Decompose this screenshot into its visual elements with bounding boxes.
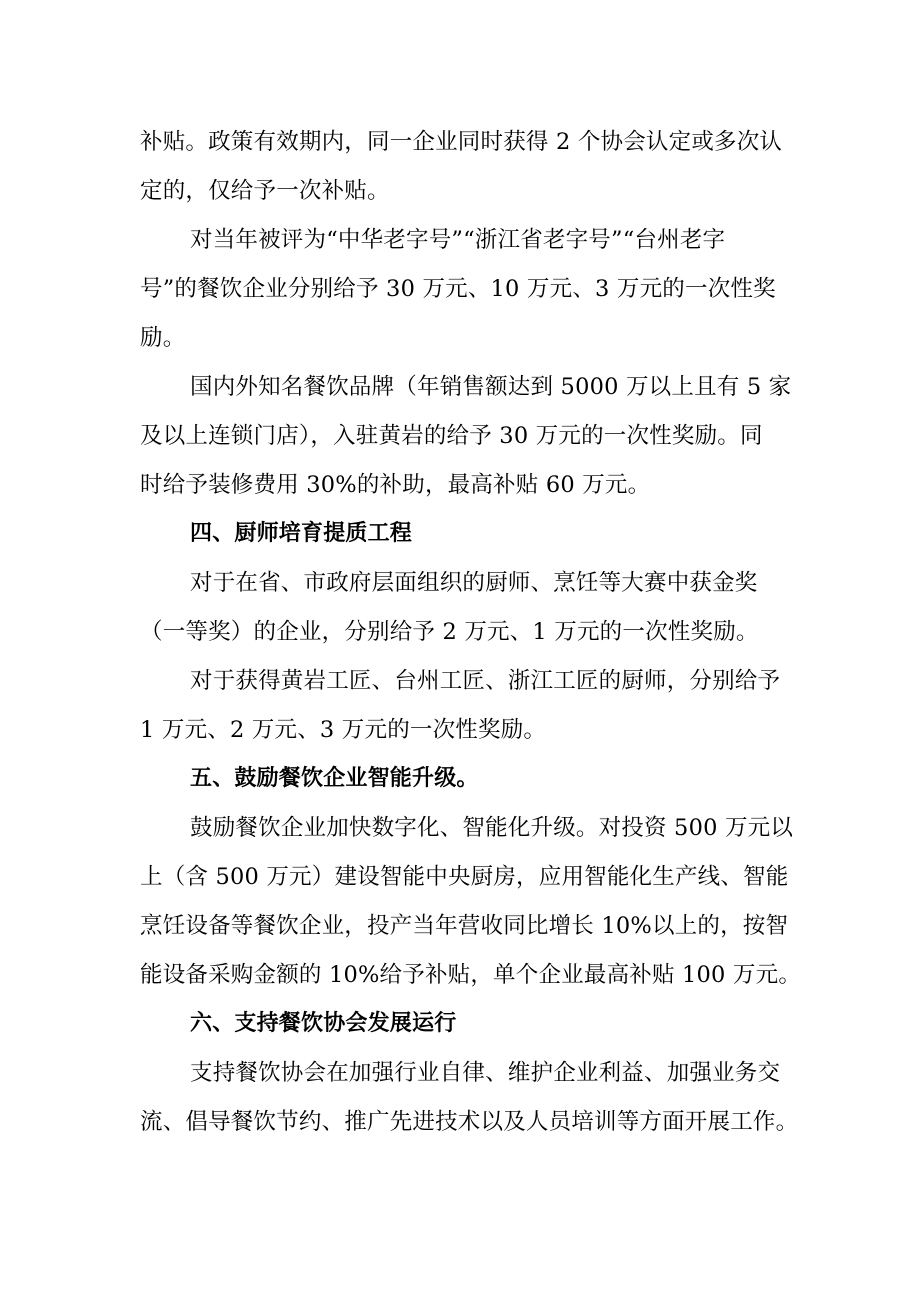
text-line-11: （一等奖）的企业，分别给予 2 万元、1 万元的一次性奖励。 (140, 619, 759, 645)
text-line-12: 对于获得黄岩工匠、台州工匠、浙江工匠的厨师，分别给予 (190, 668, 781, 694)
text-line-16: 上（含 500 万元）建设智能中央厨房，应用智能化生产线、智能 (140, 864, 789, 890)
text-line-21: 流、倡导餐饮节约、推广先进技术以及人员培训等方面开展工作。 (140, 1109, 799, 1135)
text-line-8: 时给予装修费用 30%的补助，最高补贴 60 万元。 (140, 472, 651, 498)
text-line-20: 支持餐饮协会在加强行业自律、维护企业利益、加强业务交 (190, 1060, 781, 1086)
text-line-4: 号”的餐饮企业分别给予 30 万元、10 万元、3 万元的一次性奖 (140, 276, 776, 302)
text-line-15: 鼓励餐饮企业加快数字化、智能化升级。对投资 500 万元以 (190, 815, 794, 841)
text-line-18: 能设备采购金额的 10%给予补贴，单个企业最高补贴 100 万元。 (140, 962, 802, 988)
text-line-3: 对当年被评为“中华老字号”“浙江省老字号”“台州老字 (190, 227, 726, 253)
text-line-17: 烹饪设备等餐饮企业，投产当年营收同比增长 10%以上的，按智 (140, 913, 789, 939)
text-line-6: 国内外知名餐饮品牌（年销售额达到 5000 万以上且有 5 家 (190, 374, 792, 400)
text-line-13: 1 万元、2 万元、3 万元的一次性奖励。 (140, 717, 547, 743)
text-line-2: 定的，仅给予一次补贴。 (140, 178, 390, 204)
section-heading-4: 四、厨师培育提质工程 (190, 521, 413, 546)
section-heading-5: 五、鼓励餐饮企业智能升级。 (190, 766, 479, 791)
text-line-5: 励。 (140, 325, 186, 351)
text-line-7: 及以上连锁门店），入驻黄岩的给予 30 万元的一次性奖励。同 (140, 423, 763, 449)
text-line-10: 对于在省、市政府层面组织的厨师、烹饪等大赛中获金奖 (190, 570, 758, 596)
section-heading-6: 六、支持餐饮协会发展运行 (190, 1011, 457, 1036)
text-line-1: 补贴。政策有效期内，同一企业同时获得 2 个协会认定或多次认 (140, 129, 783, 155)
